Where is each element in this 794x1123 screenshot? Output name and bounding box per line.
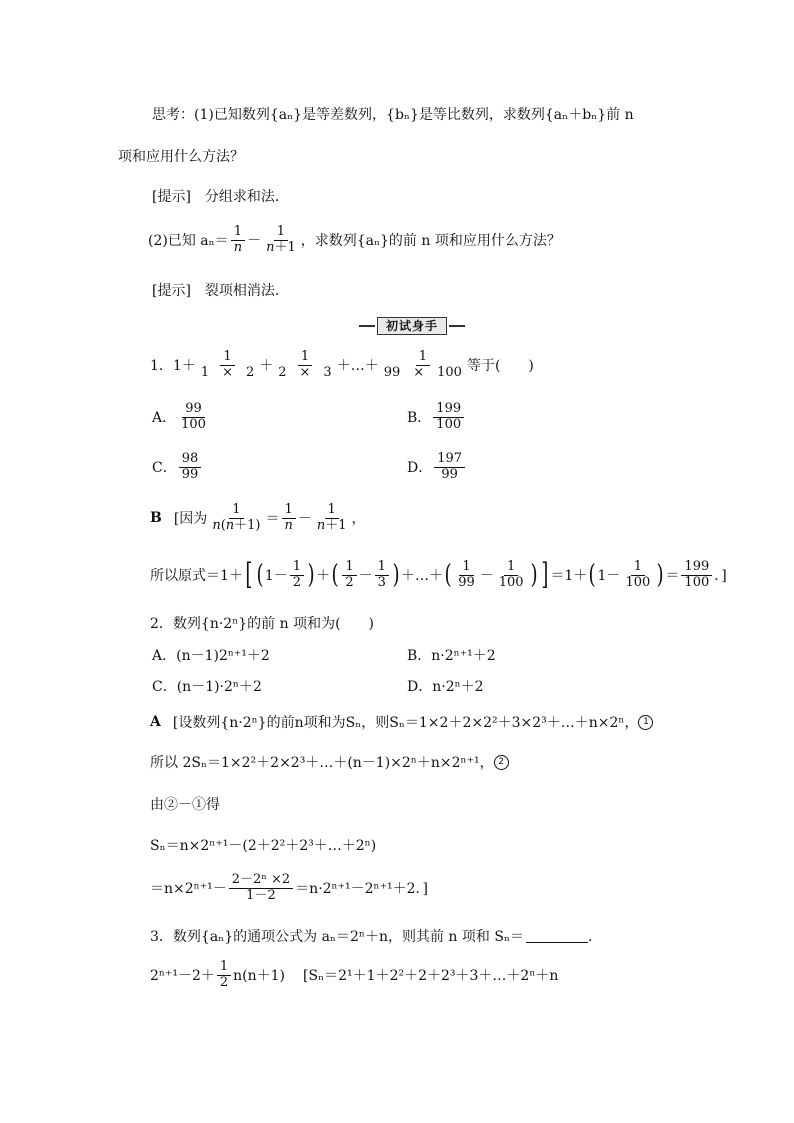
fraction-1-over-n: $\frac{1}{n}$: [231, 225, 245, 256]
problem-2-option-d: D．n·2ⁿ＋2: [407, 679, 484, 695]
problem-3-answer-prefix: 2ⁿ⁺¹－2＋: [150, 968, 215, 984]
problem-2-solution-line-4: Sₙ＝n×2ⁿ⁺¹－(2＋2²＋2³＋…＋2ⁿ): [150, 838, 377, 854]
problem-2-option-a: A．(n－1)2ⁿ⁺¹＋2: [152, 648, 270, 664]
fraction-1-over-n-b: $\frac{1}{n}$: [281, 503, 295, 534]
option-d-fraction: $\frac{197}{99}$: [434, 452, 465, 483]
hint-1: [提示] 分组求和法．: [152, 189, 289, 205]
option-a-fraction: $\frac{99}{100}$: [181, 400, 206, 432]
option-b-fraction: $\frac{199}{100}$: [433, 402, 464, 433]
problem-1-solution-prefix: [因为: [173, 511, 208, 527]
fraction-1-over-n-n-plus-1: $\frac{1}{n(n+1)}$: [212, 501, 261, 533]
problem-1-solution-line-2-prefix: 所以原式＝1＋: [150, 568, 243, 584]
section-badge: [359, 317, 465, 335]
problem-1-suffix: 等于( ): [466, 358, 534, 374]
equation-mark-1: 1: [638, 715, 653, 730]
think-question-1-line-2: 项和应用什么方法？: [118, 149, 244, 165]
frac-third: $\frac{1}{3}$: [375, 560, 389, 591]
frac-1-100: $\frac{1}{100}$: [498, 558, 524, 590]
fraction-1-over-99x100: $\frac{1}{99 \times 100}$: [383, 348, 462, 380]
problem-3-answer-suffix: n(n＋1): [233, 968, 286, 984]
problem-1-option-b: [407, 396, 466, 438]
answer-blank[interactable]: [526, 930, 588, 943]
problem-2-solution-fraction: $\frac{\text{2－2ⁿ ×2}}{1-2}$: [229, 873, 293, 904]
problem-1-solution-line-2: 所以原式＝1＋ [ ( 1－ $\frac{1}{2}$ ) ＋ ( $\frac{1}{2}$ － $\frac{1}{3}$ ) ＋…＋ ( $\frac{1}{99}$ － $\frac{1}{100}$ ) ] ＝1＋ ( 1－ $\frac{1}{100}$ ) ＝ $\frac{199}{100}$ ．]: [150, 557, 727, 592]
problem-1-option-a: [152, 396, 211, 438]
fraction-1-over-n-plus-1-b: $\frac{1}{n+1}$: [316, 501, 347, 533]
problem-3-stem-end: ．: [587, 929, 602, 945]
fraction-1-over-2x3: $\frac{1}{2 \times 3}$: [278, 348, 332, 380]
frac-1-99: $\frac{1}{99}$: [458, 558, 475, 590]
problem-2-option-c: C．(n－1)·2ⁿ＋2: [152, 679, 262, 695]
fraction-1-over-n-plus-1: $\frac{1}{n+1}$: [266, 223, 296, 255]
fraction-1-over-1x2: $\frac{1}{1 \times 2}$: [200, 348, 255, 380]
problem-2-option-b: B．n·2ⁿ⁺¹＋2: [407, 648, 496, 664]
think-question-2-prefix: (2)已知 aₙ＝: [148, 233, 229, 249]
problem-2-solution-line-2: [150, 752, 509, 772]
option-c-fraction: $\frac{98}{99}$: [179, 452, 202, 483]
problem-2-solution-line-5: [150, 868, 428, 908]
section-badge-label: 初试身手: [377, 317, 447, 335]
frac-1-100-b: $\frac{1}{100}$: [625, 558, 651, 590]
problem-3-stem-text: 3．数列{aₙ}的通项公式为 aₙ＝2ⁿ＋n，则其前 n 项和 Sₙ＝: [150, 929, 524, 945]
think-question-1-line-1: 思考：(1)已知数列{aₙ}是等差数列，{bₙ}是等比数列，求数列{aₙ＋bₙ}前 n: [152, 107, 634, 123]
think-question-2: (2)已知 aₙ＝ $\frac{1}{n}$ － $\frac{1}{n+1}$ ，求数列{aₙ}的前 n 项和应用什么方法？: [148, 223, 561, 255]
option-c-letter: C．: [152, 460, 177, 476]
problem-3-answer-line: [150, 955, 558, 995]
problem-2-answer: A: [150, 714, 161, 730]
problem-1-solution-line-1: B [因为 $\frac{1}{n(n+1)}$ ＝ $\frac{1}{n}$ － $\frac{1}{n+1}$ ，: [150, 501, 366, 533]
option-d-letter: D．: [407, 460, 433, 476]
problem-1-solution-end: ．]: [714, 568, 727, 584]
problem-1-option-c: [152, 446, 203, 488]
problem-1-stem: 1．1＋ $\frac{1}{1 \times 2}$ ＋ $\frac{1}{2 \times 3}$ ＋…＋ $\frac{1}{99 \times 100}$ 等于( ): [150, 348, 534, 380]
option-b-letter: B．: [407, 410, 432, 426]
problem-2-stem: 2．数列{n·2ⁿ}的前 n 项和为( ): [150, 616, 374, 632]
option-a-letter: A．: [152, 410, 177, 426]
problem-2-solution-line-1: [150, 712, 653, 732]
think-question-2-suffix: ，求数列{aₙ}的前 n 项和应用什么方法？: [300, 233, 561, 249]
problem-2-solution-line-2-text: 所以 2Sₙ＝1×2²＋2×2³＋…＋(n－1)×2ⁿ＋n×2ⁿ⁺¹，: [150, 755, 494, 771]
frac-199-100: $\frac{199}{100}$: [681, 560, 712, 591]
frac-half-b: $\frac{1}{2}$: [342, 560, 356, 591]
hint-2: [提示] 裂项相消法．: [152, 283, 289, 299]
problem-1-option-d: [407, 446, 467, 488]
problem-3-solution: [Sₙ＝2¹＋1＋2²＋2＋2³＋3＋…＋2ⁿ＋n: [303, 968, 559, 984]
problem-2-solution-line-5-suffix: ＝n·2ⁿ⁺¹－2ⁿ⁺¹＋2．]: [295, 881, 428, 897]
problem-1-prefix: 1．1＋: [150, 358, 196, 374]
problem-1-answer: B: [150, 510, 162, 526]
equation-mark-2: 2: [494, 755, 509, 770]
frac-half: $\frac{1}{2}$: [290, 560, 304, 591]
problem-3-stem: [150, 926, 602, 946]
problem-2-solution-line-1-text: [设数列{n·2ⁿ}的前n项和为Sₙ，则Sₙ＝1×2＋2×2²＋3×2³＋…＋n×2ⁿ，: [172, 715, 639, 731]
fraction-one-half: $\frac{1}{2}$: [217, 960, 231, 991]
problem-2-solution-line-3: 由②－①得: [150, 797, 220, 813]
problem-2-solution-line-5-prefix: ＝n×2ⁿ⁺¹－: [150, 881, 227, 897]
